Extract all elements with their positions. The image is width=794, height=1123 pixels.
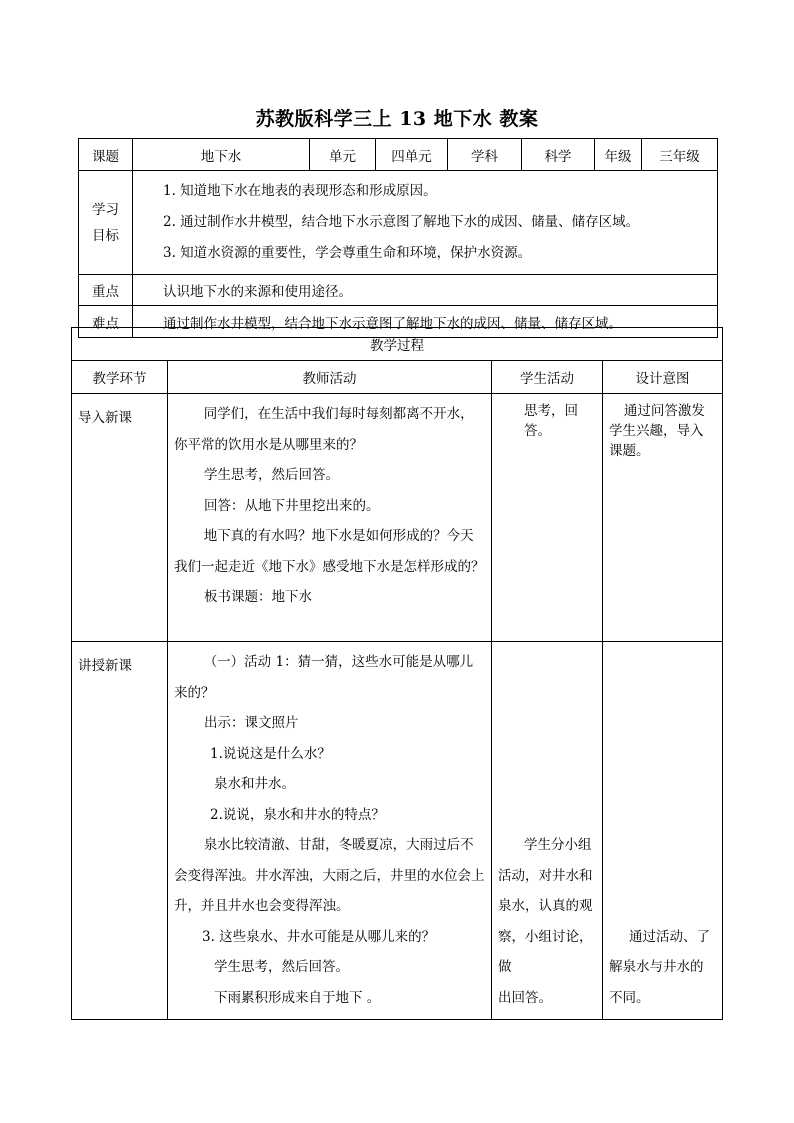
page-title: 苏教版科学三上 13 地下水 教案: [255, 108, 539, 130]
teaching-process-table: [71, 327, 723, 1020]
subject-label: 学科: [448, 139, 522, 171]
teacher-line: 泉水和井水。: [214, 776, 295, 792]
teacher-line: 学生思考，然后回答。: [214, 959, 349, 975]
teacher-line: 2.说说，泉水和井水的特点？: [210, 806, 385, 823]
teacher-line: 3. 这些泉水、井水可能是从哪儿来的？: [202, 928, 436, 945]
topic-value: 地下水: [133, 139, 310, 171]
subject-value: 科学: [522, 139, 595, 171]
student-line: 泉水，认真的观: [498, 898, 593, 914]
process-title: 教学过程: [72, 328, 723, 361]
teacher-activity-new-lesson: [168, 642, 492, 1020]
design-intent-new-lesson: [603, 642, 723, 1020]
teacher-line: 板书课题：地下水: [204, 589, 312, 605]
student-activity-intro: 思考，回答。: [492, 394, 603, 642]
student-activity-new-lesson: [492, 642, 603, 1020]
goal-item: 3. 知道水资源的重要性，学会尊重生命和环境，保护水资源。: [163, 245, 532, 261]
student-line: 学生分小组: [524, 837, 592, 853]
table-row: [72, 394, 723, 642]
teacher-line: 下雨累积形成来自于地下 。: [214, 989, 381, 1006]
grade-label: 年级: [595, 139, 642, 171]
stage-new-lesson: 讲授新课: [72, 642, 168, 1020]
grade-value: 三年级: [642, 139, 718, 171]
teacher-line: 地下真的有水吗？地下水是如何形成的？今天我们一起走近《地下水》感受地下水是怎样形成的？: [174, 528, 485, 575]
goals-label-line-1: 学习: [92, 201, 119, 218]
header-student-activity: 学生活动: [492, 361, 603, 394]
topic-label: 课题: [79, 139, 133, 171]
goals-label: [79, 171, 133, 275]
unit-value: 四单元: [376, 139, 448, 171]
teacher-line: 泉水比较清澈、甘甜，冬暖夏凉，大雨过后不会变得浑浊。井水浑浊，大雨之后，井里的水位会上升，并且井水也会变得浑浊。: [174, 837, 485, 914]
intent-line: 解泉水与井水的: [609, 959, 704, 975]
teacher-line: 1.说说这是什么水？: [210, 745, 331, 762]
goal-item: 2. 通过制作水井模型，结合地下水示意图了解地下水的成因、储量、储存区域。: [163, 214, 640, 230]
goal-item: 1. 知道地下水在地表的表现形态和形成原因。: [163, 183, 437, 199]
difficulty-label: 难点: [79, 306, 133, 338]
header-design-intent: 设计意图: [603, 361, 723, 394]
stage-intro: 导入新课: [72, 394, 168, 642]
teacher-activity-intro: [168, 394, 492, 642]
header-stage: 教学环节: [72, 361, 168, 394]
design-intent-intro: 通过问答激发学生兴趣，导入课题。: [603, 394, 723, 642]
student-line: 活动，对井水和: [498, 867, 593, 884]
lesson-info-table: [78, 138, 718, 338]
teacher-line: 回答：从地下井里挖出来的。: [204, 497, 380, 514]
student-line: 出回答。: [498, 989, 552, 1006]
table-row: [72, 642, 723, 1020]
goals-label-line-2: 目标: [92, 227, 119, 244]
intent-line: 通过活动、了: [629, 928, 710, 945]
teacher-line: 同学们，在生活中我们每时每刻都离不开水，你平常的饮用水是从哪里来的？: [174, 406, 474, 453]
goals-list: [133, 171, 718, 275]
key-point-value: 认识地下水的来源和使用途径。: [133, 275, 718, 306]
unit-label: 单元: [310, 139, 376, 171]
key-point-label: 重点: [79, 275, 133, 306]
student-line: 察，小组讨论，做: [498, 928, 593, 975]
header-teacher-activity: 教师活动: [168, 361, 492, 394]
teacher-line: 出示：课文照片: [204, 715, 299, 731]
teacher-line: （一）活动 1：猜一猜，这些水可能是从哪儿来的？: [174, 654, 474, 701]
intent-line: 不同。: [609, 989, 650, 1006]
teacher-line: 学生思考，然后回答。: [204, 467, 339, 483]
difficulty-value: 通过制作水井模型，结合地下水示意图了解地下水的成因、储量、储存区域。: [133, 306, 718, 338]
